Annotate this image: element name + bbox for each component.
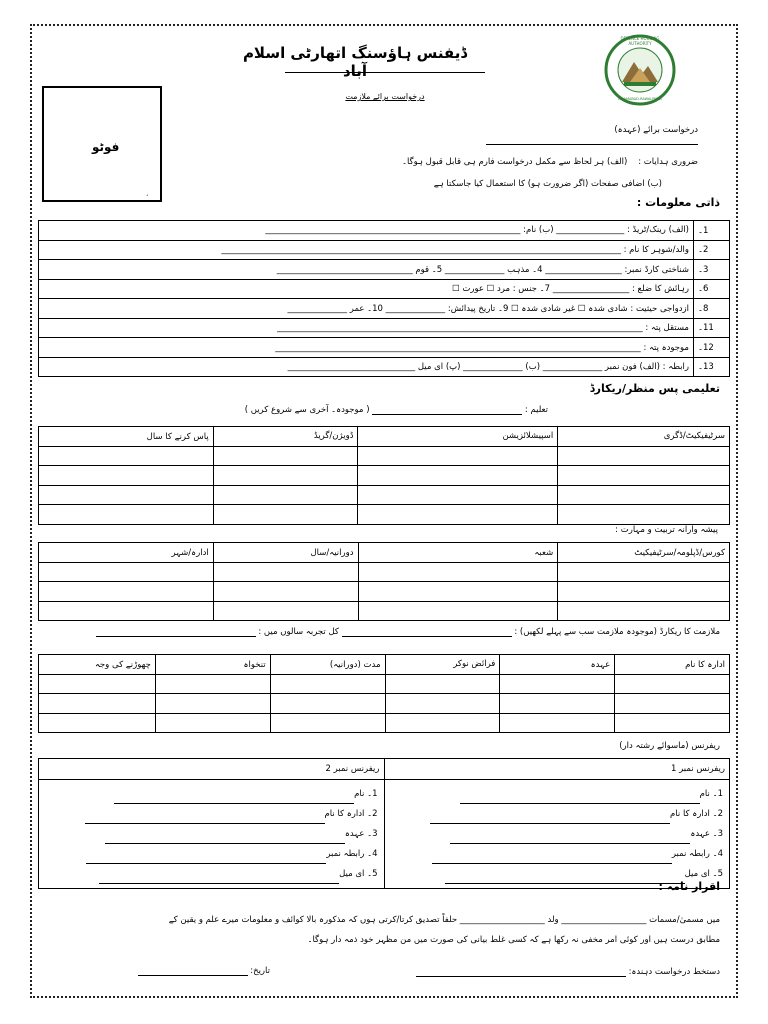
- table-cell[interactable]: [558, 466, 730, 486]
- application-for: [400, 124, 698, 145]
- reference-field[interactable]: [45, 784, 378, 804]
- personal-row: [39, 338, 730, 358]
- table-cell[interactable]: [385, 694, 500, 714]
- column-header: مدت (دورانیہ): [270, 655, 385, 675]
- instruction-a-text: (الف) ہر لحاظ سے مکمل درخواست فارم ہی قابل قبول ہوگا۔: [401, 157, 628, 167]
- table-cell[interactable]: [500, 694, 615, 714]
- employment-line: [40, 626, 720, 637]
- table-cell[interactable]: [39, 582, 214, 602]
- reference-field-label: 2۔ ادارہ کا نام: [670, 809, 723, 819]
- table-cell[interactable]: [358, 485, 558, 505]
- table-cell[interactable]: [213, 505, 358, 525]
- personal-row-text[interactable]: رابطہ : (الف) فون نمبر ______________ (ب) ______________ (پ) ای میل ______________________________: [39, 357, 694, 377]
- personal-row-number: 1۔: [694, 221, 730, 241]
- table-cell[interactable]: [39, 601, 214, 621]
- application-for-field[interactable]: [486, 135, 698, 145]
- signature-field[interactable]: [416, 967, 626, 977]
- reference-field[interactable]: [45, 864, 378, 884]
- personal-row-text[interactable]: موجودہ پتہ : ______________________________________________________________________________________: [39, 338, 694, 358]
- table-cell[interactable]: [615, 694, 730, 714]
- reference-field[interactable]: [391, 784, 724, 804]
- table-cell[interactable]: [558, 562, 730, 582]
- reference-field-line[interactable]: [430, 814, 670, 824]
- application-for-label: درخواست برائے (عہدہ): [614, 125, 698, 135]
- education-field[interactable]: [372, 405, 522, 415]
- reference-field-line[interactable]: [114, 794, 354, 804]
- photo-label: فوٹو: [92, 140, 120, 154]
- personal-heading: ذاتی معلومات :: [636, 196, 720, 209]
- signature-label: دستخط درخواست دہندہ:: [628, 967, 720, 977]
- personal-row: [39, 318, 730, 338]
- table-cell[interactable]: [270, 674, 385, 694]
- reference-field-label: 5۔ ای میل: [339, 869, 378, 879]
- table-row: [39, 713, 730, 733]
- table-cell[interactable]: [558, 601, 730, 621]
- table-cell[interactable]: [213, 562, 358, 582]
- table-cell[interactable]: [213, 485, 358, 505]
- declaration-line-1: میں مسمیٰ/مسمات ____________________ ولد ____________________ حلفاً تصدیق کرتا/کرتی ہوں کہ مذکورہ بالا کوائف و معلومات میرے علم و یقین کے: [168, 915, 720, 925]
- declaration-heading: اقرار نامہ :: [658, 880, 720, 893]
- reference-field-label: 2۔ ادارہ کا نام: [324, 809, 378, 819]
- experience-label: کل تجربہ سالوں میں :: [258, 627, 339, 637]
- personal-row: [39, 357, 730, 377]
- table-row: [39, 485, 730, 505]
- column-header: ادارہ کا نام: [615, 655, 730, 675]
- photo-box: فوٹو ،: [42, 86, 162, 202]
- table-cell[interactable]: [270, 694, 385, 714]
- column-header: پاس کرنے کا سال: [39, 427, 214, 447]
- reference-1-title: ریفرنس نمبر 1: [384, 759, 730, 780]
- table-cell[interactable]: [155, 694, 270, 714]
- reference-field[interactable]: [391, 824, 724, 844]
- table-cell[interactable]: [39, 505, 214, 525]
- table-cell[interactable]: [39, 466, 214, 486]
- table-row: [39, 446, 730, 466]
- table-cell[interactable]: [358, 505, 558, 525]
- table-cell[interactable]: [39, 485, 214, 505]
- employment-table: [38, 654, 730, 733]
- reference-fields-row: [39, 780, 730, 889]
- column-header: کورس/ڈپلومہ/سرٹیفیکیٹ: [558, 543, 730, 563]
- reference-field-label: 3۔ عہدہ: [344, 829, 378, 839]
- table-cell[interactable]: [358, 562, 558, 582]
- table-cell[interactable]: [213, 446, 358, 466]
- table-cell[interactable]: [213, 582, 358, 602]
- table-cell[interactable]: [358, 601, 558, 621]
- column-header: چھوڑنے کی وجہ: [39, 655, 156, 675]
- reference-2-fields: [39, 780, 385, 889]
- column-header: ڈویژن/گریڈ: [213, 427, 358, 447]
- personal-row-text[interactable]: شناختی کارڈ نمبر: __________________ 4۔ مذہب ______________ 5۔ قوم ________________________________: [39, 260, 694, 280]
- personal-row: [39, 260, 730, 280]
- form-subtitle: درخواست برائے ملازمت: [345, 92, 425, 101]
- education-label: تعلیم :: [524, 405, 548, 415]
- date-field[interactable]: [138, 966, 248, 976]
- table-cell[interactable]: [558, 485, 730, 505]
- logo-text-bottom: ISLAMABAD-RAWALPINDI: [618, 97, 662, 101]
- table-cell[interactable]: [500, 713, 615, 733]
- table-cell[interactable]: [39, 674, 156, 694]
- column-header: عہدہ: [500, 655, 615, 675]
- table-row: [39, 562, 730, 582]
- personal-row-number: 6۔: [694, 279, 730, 299]
- personal-row: [39, 240, 730, 260]
- table-cell[interactable]: [39, 713, 156, 733]
- logo-text-top: DEFENCE HOUSING AUTHORITY: [620, 36, 660, 46]
- personal-row: [39, 221, 730, 241]
- reference-field-line[interactable]: [450, 834, 690, 844]
- reference-field[interactable]: [391, 844, 724, 864]
- personal-row-text[interactable]: ازدواجی حیثیت : شادی شدہ ☐ غیر شادی شدہ ☐ 9۔ تاریخ پیدائش: ______________ 10۔ عمر ______________: [39, 299, 694, 319]
- instructions-label: ضروری ہدایات :: [638, 157, 698, 167]
- column-header: تنخواہ: [155, 655, 270, 675]
- reference-field-line[interactable]: [85, 814, 325, 824]
- column-header: شعبہ: [358, 543, 558, 563]
- personal-row: [39, 299, 730, 319]
- date-label: تاریخ:: [250, 966, 270, 976]
- personal-row-number: 2۔: [694, 240, 730, 260]
- personal-row-number: 11۔: [694, 318, 730, 338]
- table-row: [39, 582, 730, 602]
- reference-field-label: 1۔ نام: [699, 789, 723, 799]
- personal-row-text[interactable]: والد/شوہر کا نام : ______________________________________________________________________________________________: [39, 240, 694, 260]
- table-cell[interactable]: [213, 466, 358, 486]
- reference-field[interactable]: [45, 804, 378, 824]
- table-cell[interactable]: [39, 446, 214, 466]
- reference-header-row: [39, 759, 730, 780]
- reference-field[interactable]: [391, 804, 724, 824]
- experience-field[interactable]: [96, 627, 256, 637]
- reference-field-label: 1۔ نام: [354, 789, 378, 799]
- reference-field-line[interactable]: [460, 794, 700, 804]
- declaration-line-2: مطابق درست ہیں اور کوئی امر مخفی نہ رکھا ہے کہ کسی غلط بیانی کی صورت میں من مظہر خود ذمہ دار ہوگا۔: [307, 935, 720, 945]
- reference-field[interactable]: [45, 844, 378, 864]
- table-cell[interactable]: [213, 601, 358, 621]
- references-table: [38, 758, 730, 889]
- table-row: [39, 601, 730, 621]
- training-label: پیشہ وارانہ تربیت و مہارت :: [615, 525, 718, 535]
- signature-line: [350, 966, 720, 977]
- column-header: ادارہ/شہر: [39, 543, 214, 563]
- education-heading: تعلیمی پس منظر/ریکارڈ: [589, 382, 720, 395]
- table-cell[interactable]: [358, 582, 558, 602]
- table-cell[interactable]: [270, 713, 385, 733]
- education-line: [200, 404, 548, 415]
- table-cell[interactable]: [385, 674, 500, 694]
- personal-row-number: 8۔: [694, 299, 730, 319]
- table-cell[interactable]: [39, 562, 214, 582]
- personal-row-text[interactable]: (الف) رینک/ٹریڈ : ________________ (ب) نام: ____________________________________________________________: [39, 221, 694, 241]
- personal-info-table: [38, 220, 730, 377]
- column-header: اسپیشلائزیشن: [358, 427, 558, 447]
- reference-field-label: 4۔ رابطہ نمبر: [671, 849, 723, 859]
- reference-field-line[interactable]: [99, 874, 339, 884]
- instruction-b-text: (ب) اضافی صفحات (اگر ضرورت ہو) کا استعمال کیا جاسکتا ہے: [433, 179, 662, 189]
- table-cell[interactable]: [558, 505, 730, 525]
- table-cell[interactable]: [358, 466, 558, 486]
- education-note: ( موجودہ۔ آخری سے شروع کریں ): [244, 405, 370, 415]
- references-label: ریفرنس (ماسوائے رشتہ دار): [619, 741, 720, 751]
- table-cell[interactable]: [39, 694, 156, 714]
- table-row: [39, 674, 730, 694]
- column-header: فرائض نوکر: [385, 655, 500, 675]
- reference-field-line[interactable]: [105, 834, 345, 844]
- personal-row-text[interactable]: رہائش کا ضلع : __________________ 7۔ جنس : مرد ☐ عورت ☐: [39, 279, 694, 299]
- instructions-a: [400, 156, 698, 167]
- column-header: سرٹیفیکیٹ/ڈگری: [558, 427, 730, 447]
- reference-field-label: 3۔ عہدہ: [690, 829, 723, 839]
- training-table: [38, 542, 730, 621]
- education-table: [38, 426, 730, 525]
- page-title: ڈیفنس ہاؤسنگ اتھارٹی اسلام آباد: [242, 44, 468, 80]
- reference-field[interactable]: [45, 824, 378, 844]
- employment-label: ملازمت کا ریکارڈ (موجودہ ملازمت سب سے پہلے لکھیں) :: [514, 627, 720, 637]
- table-row: [39, 505, 730, 525]
- reference-field-label: 5۔ ای میل: [684, 869, 723, 879]
- table-row: [39, 694, 730, 714]
- column-header: دورانیہ/سال: [213, 543, 358, 563]
- title-underline: [285, 72, 485, 73]
- date-line: [100, 966, 270, 976]
- personal-row-number: 12۔: [694, 338, 730, 358]
- employment-field[interactable]: [342, 627, 512, 637]
- reference-1-fields: [384, 780, 730, 889]
- table-cell[interactable]: [615, 713, 730, 733]
- personal-row: [39, 279, 730, 299]
- personal-row-text[interactable]: مستقل پتہ : ______________________________________________________________________________________: [39, 318, 694, 338]
- table-cell[interactable]: [615, 674, 730, 694]
- table-cell[interactable]: [358, 446, 558, 466]
- reference-field-line[interactable]: [86, 854, 326, 864]
- table-cell[interactable]: [500, 674, 615, 694]
- reference-field-label: 4۔ رابطہ نمبر: [326, 849, 378, 859]
- personal-row-number: 3۔: [694, 260, 730, 280]
- reference-2-title: ریفرنس نمبر 2: [39, 759, 385, 780]
- table-cell[interactable]: [558, 446, 730, 466]
- table-cell[interactable]: [558, 582, 730, 602]
- table-cell[interactable]: [385, 713, 500, 733]
- table-cell[interactable]: [155, 674, 270, 694]
- table-cell[interactable]: [155, 713, 270, 733]
- reference-field-line[interactable]: [432, 854, 672, 864]
- personal-row-number: 13۔: [694, 357, 730, 377]
- table-row: [39, 466, 730, 486]
